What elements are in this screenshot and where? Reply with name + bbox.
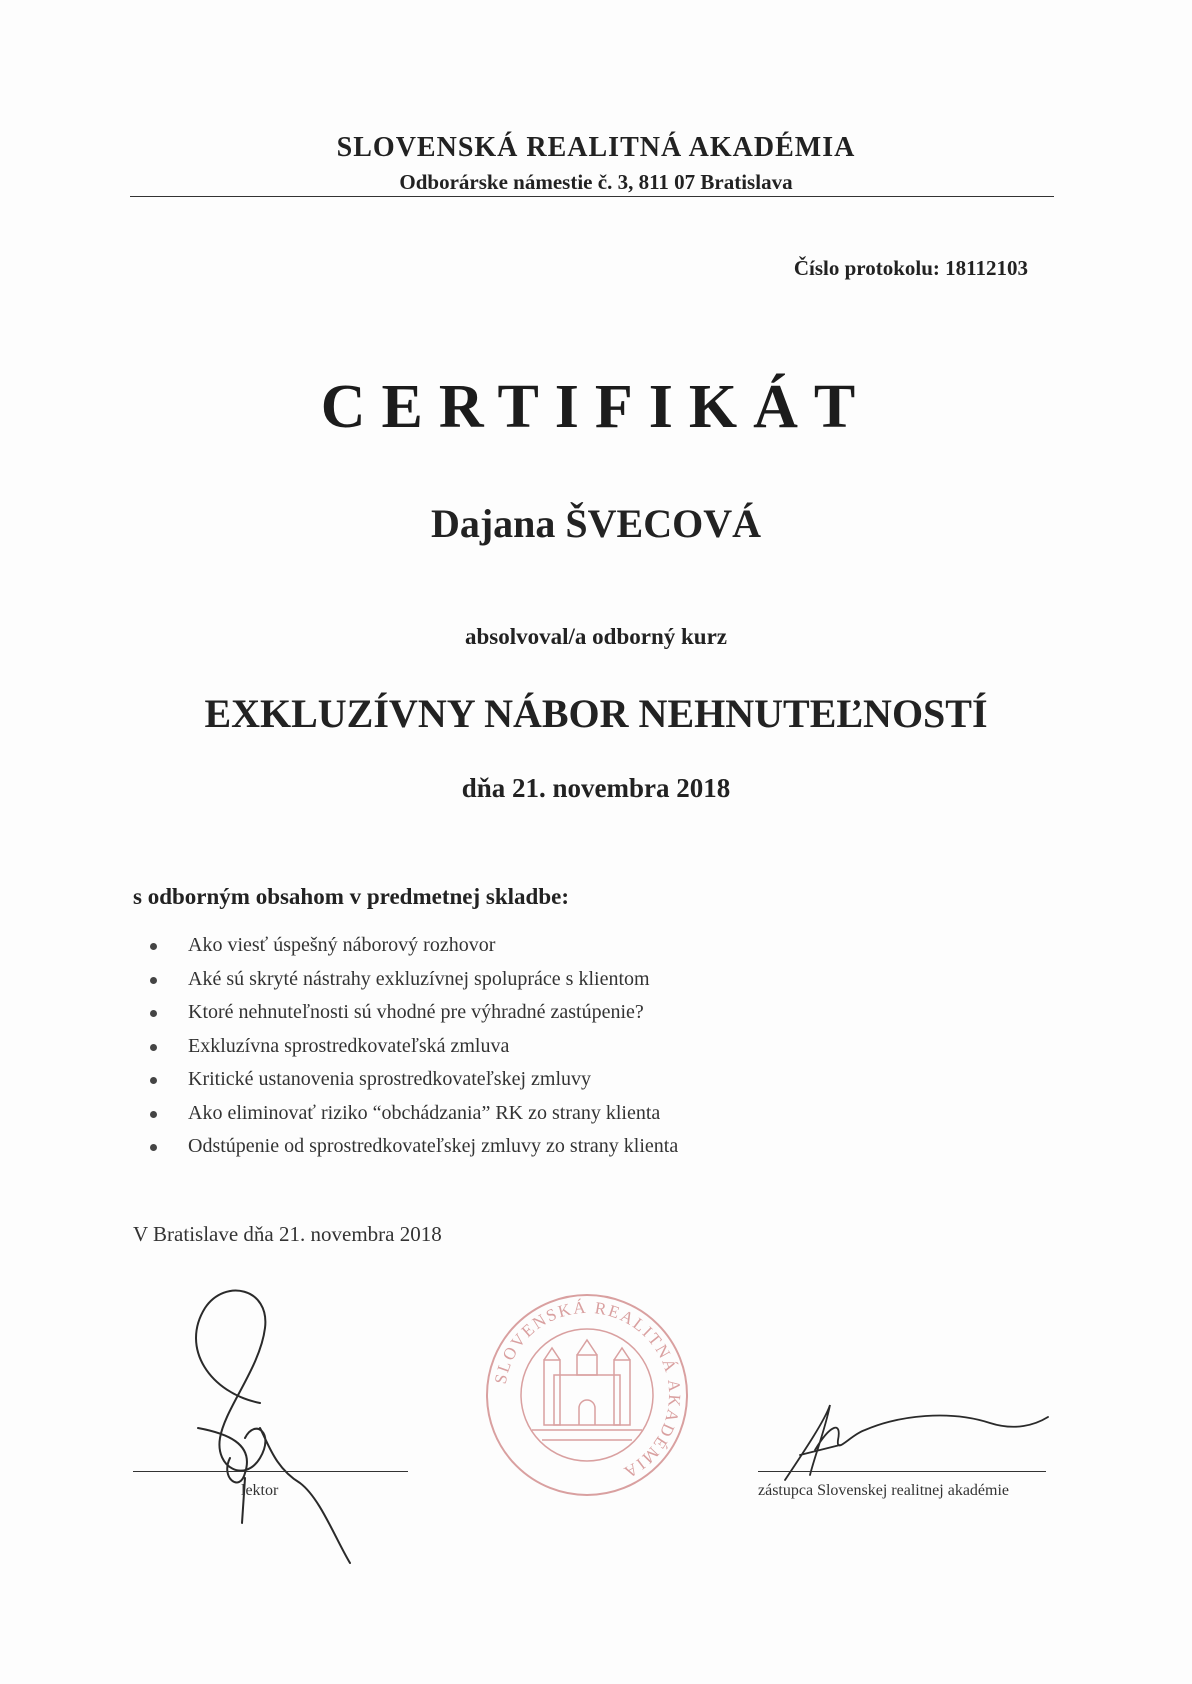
- bullet-icon: [150, 943, 157, 950]
- protocol-number: Číslo protokolu: 18112103: [793, 256, 1028, 280]
- bullet-icon: [150, 1144, 157, 1151]
- content-heading: s odborným obsahom v predmetnej skladbe:: [133, 884, 569, 909]
- topic-text: Ako eliminovať riziko “obchádzania” RK zo strany klienta: [188, 1101, 661, 1124]
- place-and-date: V Bratislave dňa 21. novembra 2018: [133, 1222, 442, 1246]
- list-item: [146, 1102, 678, 1136]
- bullet-icon: [150, 977, 157, 984]
- topic-text: Exkluzívna sprostredkovateľská zmluva: [188, 1034, 510, 1057]
- topic-text: Kritické ustanovenia sprostredkovateľskej zmluvy: [188, 1068, 592, 1090]
- lecturer-signature-line: [133, 1471, 408, 1472]
- list-item: [146, 934, 678, 968]
- list-item: [146, 1001, 678, 1035]
- list-item: [146, 1035, 678, 1069]
- header-divider: [130, 196, 1054, 197]
- certificate-title: CERTIFIKÁT: [320, 373, 872, 441]
- organization-address: Odborárske námestie č. 3, 811 07 Bratislava: [399, 170, 793, 194]
- completion-statement: absolvoval/a odborný kurz: [465, 624, 727, 649]
- topic-text: Odstúpenie od sprostredkovateľskej zmluvy zo strany klienta: [188, 1135, 679, 1157]
- list-item: [146, 1068, 678, 1102]
- list-item: [146, 1135, 678, 1169]
- svg-text:SLOVENSKÁ REALITNÁ AKADÉMIA: SLOVENSKÁ REALITNÁ AKADÉMIA: [490, 1297, 685, 1483]
- representative-signature-line: [758, 1471, 1046, 1472]
- bullet-icon: [150, 1077, 157, 1084]
- topics-list: [146, 934, 678, 1169]
- representative-label: zástupca Slovenskej realitnej akadémie: [758, 1482, 1010, 1499]
- lecturer-label: lektor: [241, 1482, 279, 1499]
- topic-text: Ako viesť úspešný náborový rozhovor: [188, 934, 496, 956]
- topic-text: Ktoré nehnuteľnosti sú vhodné pre výhradné zastúpenie?: [188, 1001, 644, 1023]
- bullet-icon: [150, 1111, 157, 1118]
- organization-name: SLOVENSKÁ REALITNÁ AKADÉMIA: [336, 132, 856, 163]
- course-name: EXKLUZÍVNY NÁBOR NEHNUTEĽNOSTÍ: [204, 691, 988, 736]
- lecturer-signature: [150, 1268, 380, 1568]
- list-item: [146, 968, 678, 1002]
- bullet-icon: [150, 1044, 157, 1051]
- bullet-icon: [150, 1010, 157, 1017]
- topic-text: Aké sú skryté nástrahy exkluzívnej spolupráce s klientom: [188, 967, 650, 990]
- recipient-name: Dajana ŠVECOVÁ: [430, 501, 762, 546]
- academy-seal: [482, 1290, 692, 1500]
- course-date: dňa 21. novembra 2018: [461, 773, 731, 803]
